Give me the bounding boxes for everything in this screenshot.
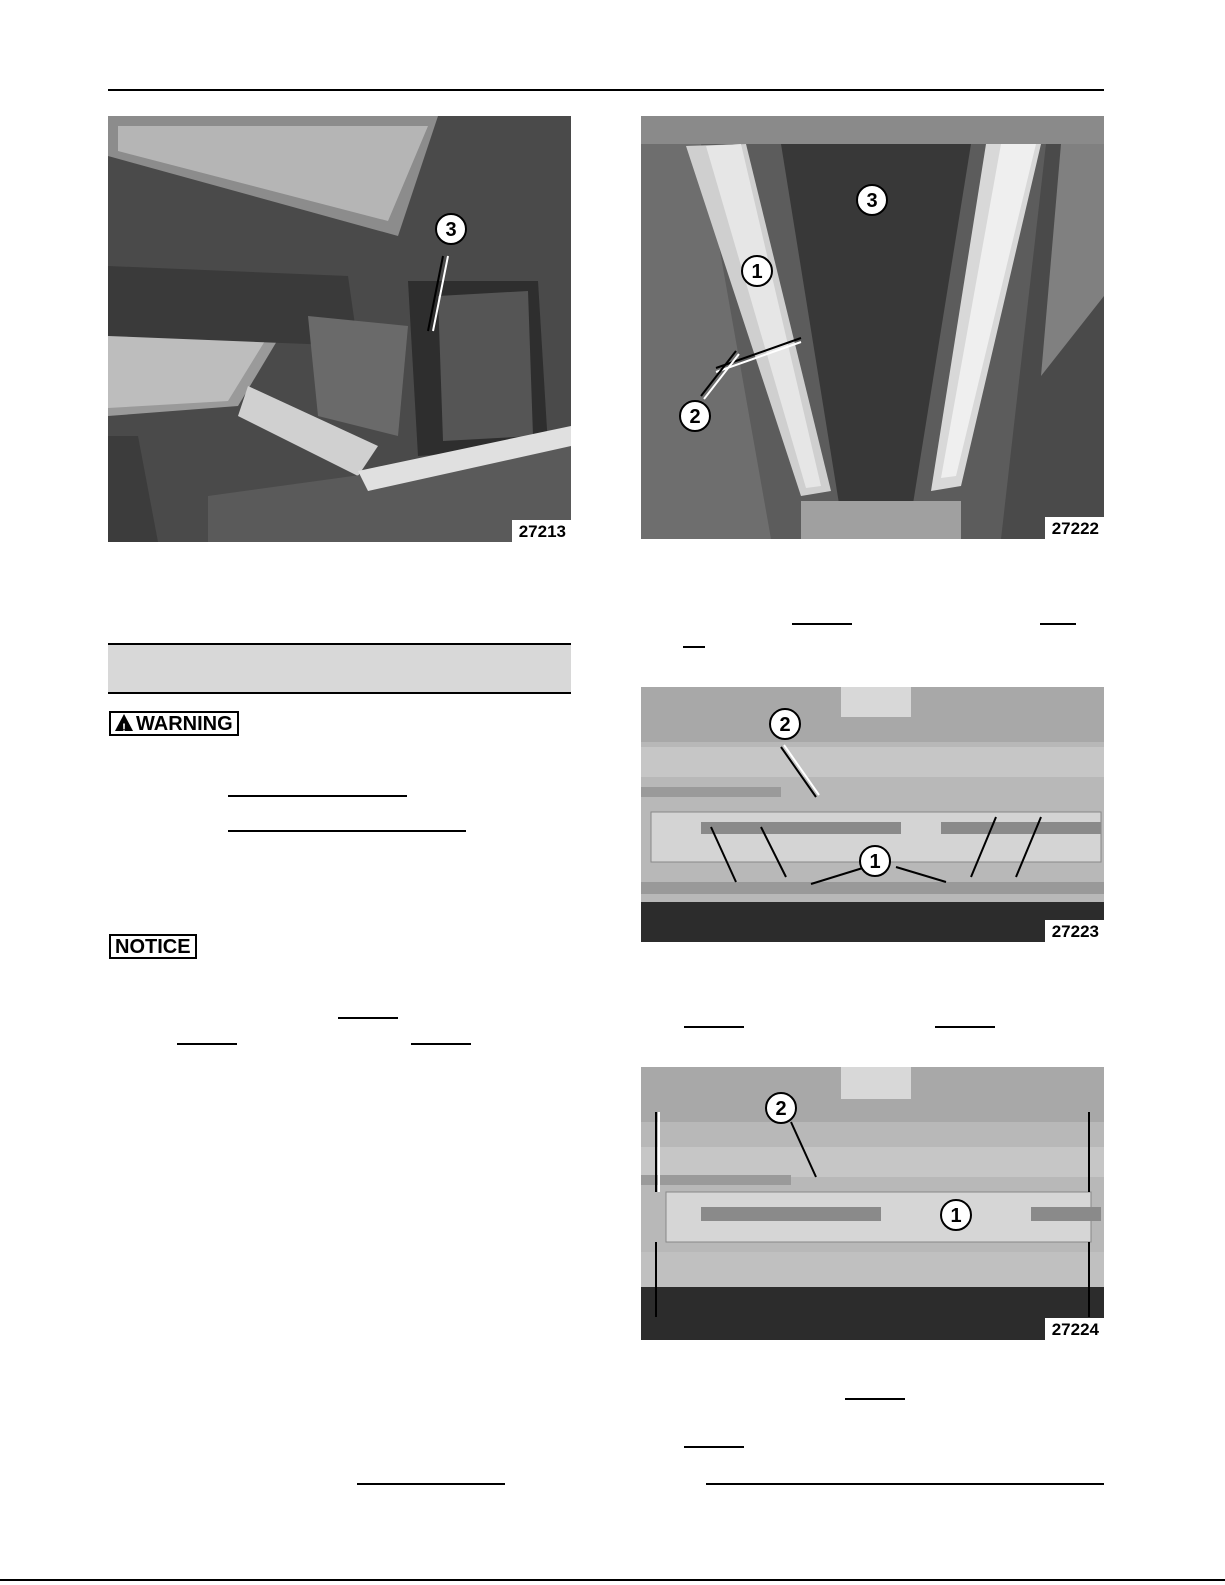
figure-number: 27223	[1045, 920, 1104, 942]
callout-2: 2	[769, 708, 801, 740]
figure-photo-27213	[108, 116, 571, 542]
figure-photo-27222	[641, 116, 1104, 539]
footer-rule	[0, 1579, 1225, 1581]
figure-photo-27223	[641, 687, 1104, 942]
underline-mark	[177, 1043, 237, 1045]
underline-mark	[228, 830, 466, 832]
figure-number: 27224	[1045, 1318, 1104, 1340]
callout-2: 2	[679, 400, 711, 432]
section-header-bar	[108, 643, 571, 694]
underline-mark	[845, 1398, 905, 1400]
underline-mark	[411, 1043, 471, 1045]
callout-3: 3	[435, 213, 467, 245]
underline-mark	[684, 1446, 744, 1448]
underline-mark	[228, 795, 407, 797]
callout-2: 2	[765, 1092, 797, 1124]
underline-mark	[338, 1017, 398, 1019]
figure-number: 27222	[1045, 517, 1104, 539]
callout-3: 3	[856, 184, 888, 216]
underline-mark	[792, 623, 852, 625]
underline-mark	[683, 646, 705, 648]
notice-label: NOTICE	[109, 934, 197, 959]
warning-triangle-icon: !	[115, 714, 133, 731]
underline-mark	[935, 1026, 995, 1028]
figure-number: 27213	[512, 520, 571, 542]
underline-mark	[706, 1483, 1104, 1485]
warning-text: WARNING	[136, 713, 233, 735]
underline-mark	[684, 1026, 744, 1028]
callout-1: 1	[741, 255, 773, 287]
callout-1: 1	[940, 1199, 972, 1231]
header-rule	[108, 89, 1104, 91]
warning-label	[109, 711, 239, 736]
figure-photo-27224	[641, 1067, 1104, 1340]
underline-mark	[1040, 623, 1076, 625]
underline-mark	[357, 1483, 505, 1485]
callout-1: 1	[859, 845, 891, 877]
